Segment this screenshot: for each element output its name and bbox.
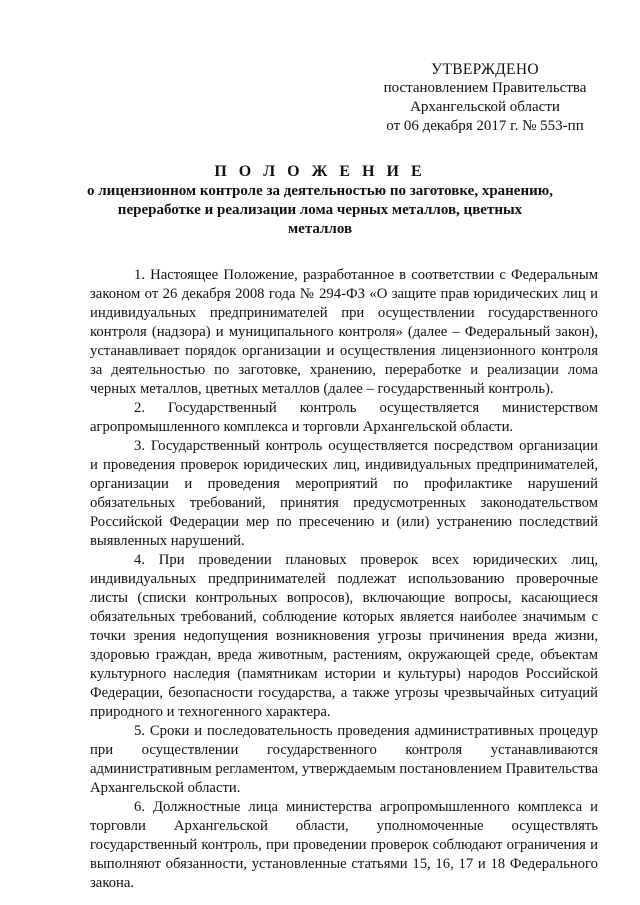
approval-stamp: УТВЕРЖДЕНО <box>431 61 539 78</box>
document-title-block <box>84 162 556 239</box>
approval-line-3: от 06 декабря 2017 г. № 553-пп <box>386 118 584 134</box>
paragraph-1: 1. Настоящее Положение, разработанное в соответствии с Федеральным законом от 26 декабря 2008 года № 294-ФЗ «О защите прав юридических лиц и индивидуальных предпринимателей при осуществлении государственного контроля (надзора) и муниципального контроля» (далее – Федеральный закон), устанавливает порядок организации и осуществления лицензионного контроля за деятельностью по заготовке, хранению, переработке и реализации лома черных металлов, цветных металлов (далее – государственный контроль). <box>90 267 598 397</box>
paragraph-3: 3. Государственный контроль осуществляется посредством организации и проведения проверок юридических лиц, индивидуальных предпринимателей, организации и проведения мероприятий по профилактике нарушений обязательных требований, принятия предусмотренных законодательством Российской Федерации мер по пресечению и (или) устранению последствий выявленных нарушений. <box>90 438 598 549</box>
document-heading: П О Л О Ж Е Н И Е <box>214 163 426 180</box>
approval-stamp-block <box>360 60 610 136</box>
document-body <box>90 266 598 893</box>
paragraph-6: 6. Должностные лица министерства агропромышленного комплекса и торговли Архангельской области, уполномоченные осуществлять государственный контроль, при проведении проверок соблюдают ограничения и выполняют обязанности, установленные статьями 15, 16, 17 и 18 Федерального закона. <box>90 799 598 891</box>
paragraph-2: 2. Государственный контроль осуществляется министерством агропромышленного комплекса и торговли Архангельской области. <box>90 400 598 435</box>
paragraph-5: 5. Сроки и последовательность проведения административных процедур при осуществлении государственного контроля устанавливаются административным регламентом, утверждаемым постановлением Правительства Архангельской области. <box>90 723 598 796</box>
paragraph-4: 4. При проведении плановых проверок всех юридических лиц, индивидуальных предпринимателей подлежат использованию проверочные листы (списки контрольных вопросов), включающие вопросы, касающиеся обязательных требований, соблюдение которых является наиболее значимым с точки зрения недопущения возникновения угрозы причинения вреда жизни, здоровью граждан, вреда животным, растениям, окружающей среде, объектам культурного наследия (памятникам истории и культуры) народов Российской Федерации, безопасности государства, а также угрозы чрезвычайных ситуаций природного и техногенного характера. <box>90 552 598 720</box>
approval-line-1: постановлением Правительства <box>383 80 587 96</box>
document-subtitle: о лицензионном контроле за деятельностью по заготовке, хранению, переработке и реализации лома черных металлов, цветных металлов <box>87 183 553 237</box>
approval-line-2: Архангельской области <box>410 99 560 115</box>
